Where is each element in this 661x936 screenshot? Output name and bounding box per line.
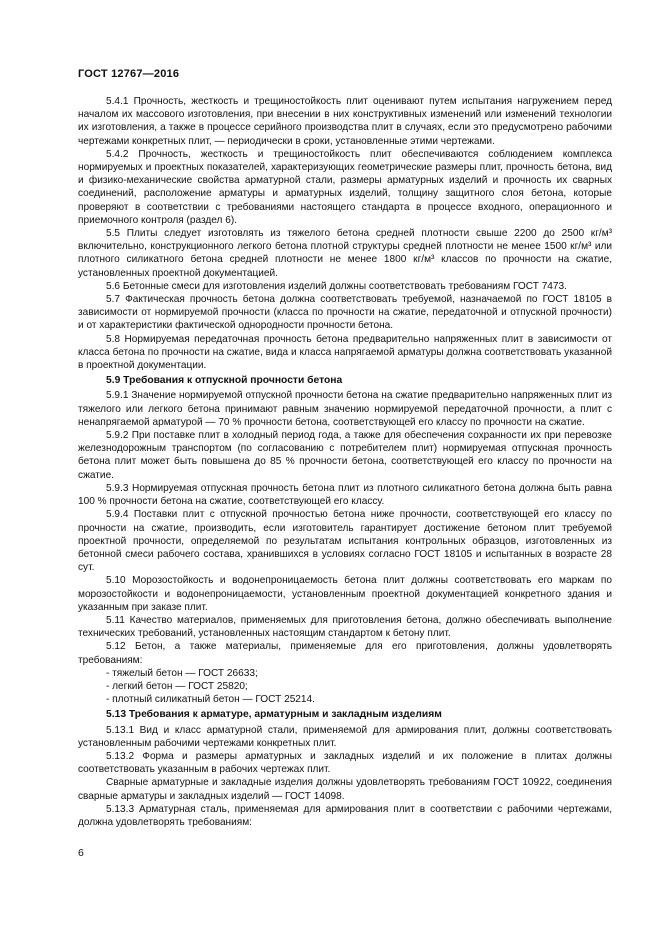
paragraph-5-9-4: 5.9.4 Поставки плит с отпускной прочностью бетона ниже прочности, соответствующей его классу по прочности на сжатие, производить, если изготовитель гарантирует достижение бетоном плит требуемой проектной прочности, определяемой по результатам испытания контрольных образцов, изготовленных из бетонной смеси рабочего состава, хранившихся в условиях согласно ГОСТ 18105 и испытанных в возрасте 28 сут. bbox=[78, 509, 612, 574]
paragraph-5-12: 5.12 Бетон, а также материалы, применяемые для его приготовления, должны удовлетворять требованиям: bbox=[78, 641, 612, 666]
paragraph-5-7: 5.7 Фактическая прочность бетона должна соответствовать требуемой, назначаемой по ГОСТ 18105 в зависимости от нормируемой прочности (класса по прочности на сжатие, передаточной и отпускной прочности) и от характеристики фактической однородности прочности бетона. bbox=[78, 294, 612, 332]
page-number: 6 bbox=[78, 847, 84, 859]
paragraph-5-13-3: 5.13.3 Арматурная сталь, применяемая для армирования плит в соответствии с рабочими чертежами, должна удовлетворять требованиям: bbox=[78, 803, 612, 828]
document-header: ГОСТ 12767—2016 bbox=[78, 68, 180, 80]
section-heading-5-9: 5.9 Требования к отпускной прочности бетона bbox=[106, 375, 343, 387]
paragraph-5-13-2: 5.13.2 Форма и размеры арматурных и закладных изделий и их положение в плитах должны соответствовать указанным в рабочих чертежах плит. bbox=[78, 750, 612, 776]
paragraph-5-6: 5.6 Бетонные смеси для изготовления изделий должны соответствовать требованиям ГОСТ 7473. bbox=[106, 280, 567, 292]
section-heading-5-13: 5.13 Требования к арматуре, арматурным и закладным изделиям bbox=[106, 709, 442, 721]
list-item: - плотный силикатный бетон — ГОСТ 25214. bbox=[106, 694, 315, 706]
paragraph-5-10: 5.10 Морозостойкость и водонепроницаемость бетона плит должны соответствовать его маркам по морозостойкости и водонепроницаемости, установленным проектной документацией конкретного здания и указанным при заказе плит. bbox=[78, 575, 612, 613]
paragraph-5-13-2-welded: Сварные арматурные и закладные изделия должны удовлетворять требованиям ГОСТ 10922, соединения сварные арматуры и закладных изделий — ГОСТ 14098. bbox=[78, 777, 612, 802]
paragraph-5-9-2: 5.9.2 При поставке плит в холодный период года, а также для обеспечения сохранности их при перевозке железнодорожным транспортом (по согласованию с потребителем плит) нормируемая отпускная прочность бетона плит может быть повышена до 85 % прочности бетона, соответствующей его классу по прочности на сжатие. bbox=[78, 430, 612, 481]
document-body bbox=[78, 95, 612, 829]
paragraph-5-9-1: 5.9.1 Значение нормируемой отпускной прочности бетона на сжатие предварительно напряженных плит из тяжелого или легкого бетона принимают равным значению нормируемой передаточной прочности, а плит с ненапрягаемой арматурой — 70 % прочности бетона, соответствующей его классу по прочности на сжатие. bbox=[78, 390, 612, 428]
paragraph-5-8: 5.8 Нормируемая передаточная прочность бетона предварительно напряженных плит в зависимости от класса бетона по прочности на сжатие, вида и класса напрягаемой арматуры должна соответствовать указанной в проектной документации. bbox=[78, 333, 612, 372]
paragraph-5-9-3: 5.9.3 Нормируемая отпускная прочность бетона плит из плотного силикатного бетона должна быть равна 100 % прочности бетона на сжатие, соответствующей его классу. bbox=[78, 482, 612, 508]
paragraph-5-5: 5.5 Плиты следует изготовлять из тяжелого бетона средней плотности свыше 2200 до 2500 кг/м³ включительно, конструкционного легкого бетона плотной структуры средней плотности не менее 1500 кг/м³ или плотного силикатного бетона средней плотности не менее 1800 кг/м³ классов по прочности на сжатие, установленных проектной документацией. bbox=[78, 228, 612, 279]
list-item: - тяжелый бетон — ГОСТ 26633; bbox=[106, 667, 258, 679]
paragraph-5-4-2: 5.4.2 Прочность, жесткость и трещиностойкость плит обеспечиваются соблюдением комплекса нормируемых и проектных показателей, характеризующих геометрические размеры плит, прочность бетона, вид и физико-механические свойства арматурной стали, размеры арматурных изделий и прочность их сварных соединений, расположение арматуры и арматурных изделий, толщину защитного слоя бетона, которые проверяют в соответствии с требованиями настоящего стандарта в процессе входного, операционного и приемочного контроля (раздел 6). bbox=[78, 148, 612, 226]
paragraph-5-4-1: 5.4.1 Прочность, жесткость и трещиностойкость плит оценивают путем испытания нагружением перед началом их массового изготовления, при внесении в них конструктивных изменений или изменений технологии их изготовления, а также в процессе серийного производства плит в случаях, если это предусмотрено рабочими чертежами конкретных плит, — периодически в сроки, установленные этими чертежами. bbox=[78, 96, 612, 147]
list-item: - легкий бетон — ГОСТ 25820; bbox=[106, 680, 248, 692]
paragraph-5-11: 5.11 Качество материалов, применяемых для приготовления бетона, должно обеспечивать выполнение технических требований, установленных настоящим стандартом к бетону плит. bbox=[78, 614, 612, 640]
paragraph-5-13-1: 5.13.1 Вид и класс арматурной стали, применяемой для армирования плит, должны соответствовать установленным рабочими чертежами конкретных плит. bbox=[78, 724, 612, 749]
